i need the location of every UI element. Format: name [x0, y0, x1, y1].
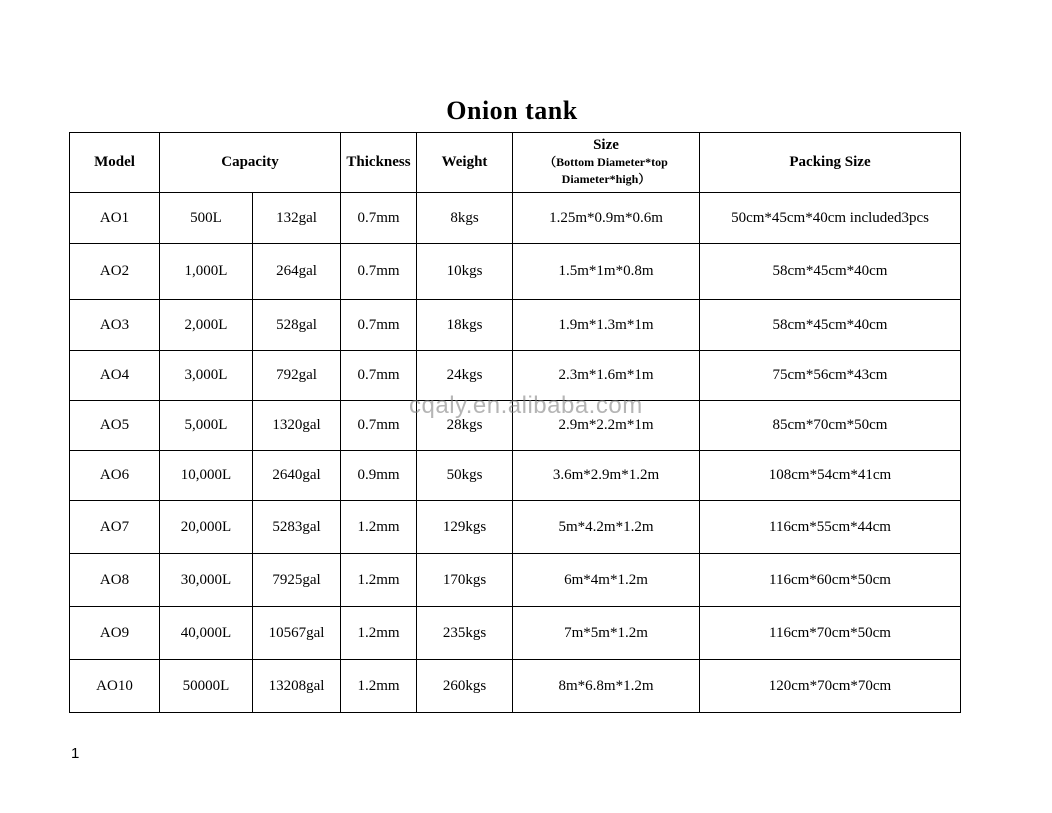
cell-liters: 500L [160, 193, 253, 244]
header-size-label: Size [593, 137, 619, 153]
cell-packing: 116cm*70cm*50cm [700, 607, 961, 660]
document-title: Onion tank [446, 96, 578, 125]
cell-weight: 129kgs [417, 501, 513, 554]
cell-gallons: 2640gal [253, 451, 341, 501]
cell-model: AO4 [70, 351, 160, 401]
cell-liters: 40,000L [160, 607, 253, 660]
header-size [513, 133, 700, 193]
cell-thickness: 1.2mm [341, 607, 417, 660]
cell-thickness: 0.7mm [341, 351, 417, 401]
cell-model: AO6 [70, 451, 160, 501]
cell-weight: 260kgs [417, 660, 513, 713]
cell-size: 5m*4.2m*1.2m [513, 501, 700, 554]
cell-weight: 24kgs [417, 351, 513, 401]
cell-liters: 20,000L [160, 501, 253, 554]
cell-liters: 3,000L [160, 351, 253, 401]
header-model: Model [70, 133, 160, 193]
cell-packing: 116cm*60cm*50cm [700, 554, 961, 607]
header-packing-size: Packing Size [700, 133, 961, 193]
cell-gallons: 1320gal [253, 401, 341, 451]
cell-model: AO5 [70, 401, 160, 451]
cell-packing: 50cm*45cm*40cm included3pcs [700, 193, 961, 244]
cell-size: 1.9m*1.3m*1m [513, 300, 700, 351]
cell-gallons: 7925gal [253, 554, 341, 607]
cell-size: 3.6m*2.9m*1.2m [513, 451, 700, 501]
cell-size: 8m*6.8m*1.2m [513, 660, 700, 713]
cell-packing: 85cm*70cm*50cm [700, 401, 961, 451]
cell-model: AO10 [70, 660, 160, 713]
header-size-subtitle: （Bottom Diameter*top Diameter*high） [544, 155, 668, 186]
cell-gallons: 264gal [253, 244, 341, 300]
table-header-row [70, 133, 961, 193]
cell-model: AO8 [70, 554, 160, 607]
cell-weight: 10kgs [417, 244, 513, 300]
cell-liters: 1,000L [160, 244, 253, 300]
cell-thickness: 0.7mm [341, 193, 417, 244]
cell-gallons: 528gal [253, 300, 341, 351]
cell-weight: 28kgs [417, 401, 513, 451]
cell-liters: 50000L [160, 660, 253, 713]
cell-size: 2.9m*2.2m*1m [513, 401, 700, 451]
cell-weight: 235kgs [417, 607, 513, 660]
cell-thickness: 0.7mm [341, 244, 417, 300]
cell-gallons: 13208gal [253, 660, 341, 713]
cell-packing: 120cm*70cm*70cm [700, 660, 961, 713]
cell-size: 6m*4m*1.2m [513, 554, 700, 607]
cell-thickness: 0.7mm [341, 300, 417, 351]
header-weight: Weight [417, 133, 513, 193]
cell-size: 1.25m*0.9m*0.6m [513, 193, 700, 244]
table-row [70, 501, 961, 554]
cell-thickness: 1.2mm [341, 554, 417, 607]
cell-thickness: 0.7mm [341, 401, 417, 451]
cell-liters: 2,000L [160, 300, 253, 351]
table-row [70, 300, 961, 351]
cell-size: 2.3m*1.6m*1m [513, 351, 700, 401]
cell-size: 1.5m*1m*0.8m [513, 244, 700, 300]
cell-weight: 18kgs [417, 300, 513, 351]
cell-model: AO3 [70, 300, 160, 351]
table-row [70, 244, 961, 300]
cell-weight: 50kgs [417, 451, 513, 501]
cell-gallons: 132gal [253, 193, 341, 244]
table-row [70, 193, 961, 244]
table-row [70, 351, 961, 401]
watermark: cqaly.en.alibaba.com [409, 392, 643, 419]
table-row [70, 451, 961, 501]
cell-gallons: 792gal [253, 351, 341, 401]
cell-liters: 10,000L [160, 451, 253, 501]
cell-weight: 170kgs [417, 554, 513, 607]
table-row [70, 607, 961, 660]
cell-model: AO7 [70, 501, 160, 554]
cell-packing: 75cm*56cm*43cm [700, 351, 961, 401]
cell-packing: 58cm*45cm*40cm [700, 300, 961, 351]
page-number: 1 [71, 745, 80, 762]
cell-gallons: 5283gal [253, 501, 341, 554]
header-capacity: Capacity [160, 133, 341, 193]
cell-packing: 58cm*45cm*40cm [700, 244, 961, 300]
table-row [70, 554, 961, 607]
cell-model: AO9 [70, 607, 160, 660]
table-row [70, 660, 961, 713]
cell-packing: 108cm*54cm*41cm [700, 451, 961, 501]
cell-model: AO2 [70, 244, 160, 300]
cell-model: AO1 [70, 193, 160, 244]
cell-thickness: 1.2mm [341, 501, 417, 554]
cell-packing: 116cm*55cm*44cm [700, 501, 961, 554]
cell-weight: 8kgs [417, 193, 513, 244]
table-row [70, 401, 961, 451]
cell-thickness: 0.9mm [341, 451, 417, 501]
onion-tank-spec-table [69, 132, 961, 713]
cell-gallons: 10567gal [253, 607, 341, 660]
cell-liters: 5,000L [160, 401, 253, 451]
cell-size: 7m*5m*1.2m [513, 607, 700, 660]
cell-thickness: 1.2mm [341, 660, 417, 713]
header-thickness: Thickness [341, 133, 417, 193]
cell-liters: 30,000L [160, 554, 253, 607]
